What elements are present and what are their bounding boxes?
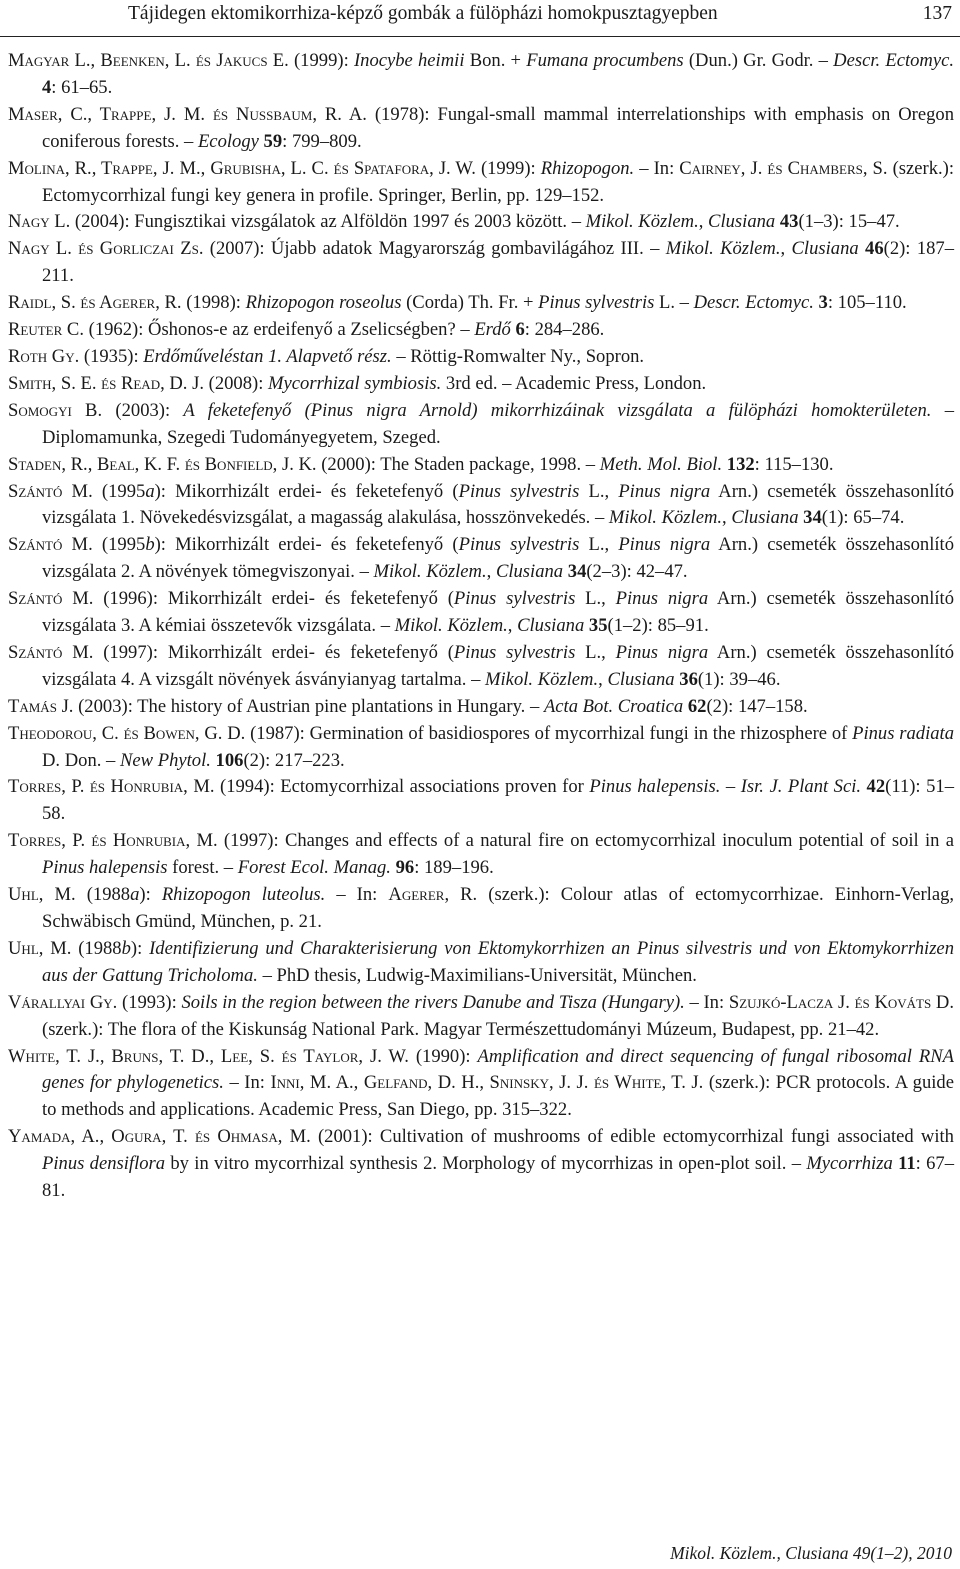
reference-text: (1): 39–46. bbox=[697, 668, 781, 690]
reference-text: Pinus sylvestris bbox=[458, 534, 580, 556]
reference-text: White, T. J., Bruns, T. D., Lee, S. és Taylor, J. W. bbox=[8, 1045, 409, 1067]
reference-text: (1988 bbox=[71, 937, 122, 959]
reference-text: Pinus nigra bbox=[615, 588, 709, 610]
reference-text: Clusiana bbox=[517, 615, 585, 637]
reference-text: Erdő bbox=[474, 319, 511, 341]
reference-text: : 61–65. bbox=[51, 76, 113, 98]
reference-text: Pinus sylvestris bbox=[453, 588, 576, 610]
reference-text: (1994): Ectomycorrhizal associations proven for bbox=[214, 776, 590, 798]
page-number: 137 bbox=[922, 3, 952, 24]
reference-entry bbox=[8, 990, 954, 1044]
reference-text: Pinus sylvestris bbox=[538, 292, 655, 314]
reference-text: Erdőműveléstan 1. Alapvető rész. bbox=[143, 345, 392, 367]
reference-text: 59 bbox=[263, 130, 283, 152]
reference-text: Mycorrhizal symbiosis. bbox=[268, 372, 442, 394]
reference-text: – In: bbox=[634, 157, 680, 179]
reference-text: 3rd ed. – Academic Press, London. bbox=[441, 372, 707, 394]
reference-entry bbox=[8, 290, 954, 317]
reference-entry bbox=[8, 48, 954, 102]
reference-text: Mikol. Közlem. bbox=[585, 211, 699, 233]
reference-text: (Corda) Th. Fr. + bbox=[401, 292, 539, 314]
reference-text: Soils in the region between the rivers Danube and Tisza (Hungary). bbox=[181, 991, 685, 1013]
reference-text: (1999): bbox=[475, 157, 541, 179]
reference-text: Pinus halepensis. bbox=[589, 776, 721, 798]
reference-text: (szerk.): Ectomycorrhizal fungi key genera in profile. Springer, Berlin, pp. 129–152. bbox=[42, 157, 954, 206]
reference-text: 46 bbox=[865, 238, 884, 260]
reference-text: Ecology bbox=[197, 130, 259, 152]
reference-text: Clusiana bbox=[731, 507, 799, 529]
reference-text: (1995 bbox=[92, 480, 146, 502]
reference-text: New Phytol. bbox=[120, 749, 211, 771]
reference-text: , bbox=[722, 507, 732, 529]
reference-entry bbox=[8, 156, 954, 210]
reference-text: ): Mikorrhizált erdei- és feketefenyő ( bbox=[154, 534, 459, 556]
reference-text: – In: bbox=[223, 1072, 271, 1094]
reference-text: Szántó M. bbox=[8, 534, 93, 556]
reference-text: Bon. + bbox=[464, 50, 527, 71]
reference-text: (1999): bbox=[288, 50, 354, 71]
reference-text: (1998): bbox=[181, 292, 246, 314]
reference-text: ): Mikorrhizált erdei- és feketefenyő ( bbox=[154, 480, 459, 502]
reference-entry bbox=[8, 344, 954, 371]
reference-entry bbox=[8, 317, 954, 344]
reference-text: (1935): bbox=[79, 345, 144, 367]
reference-text: (2): 147–158. bbox=[706, 695, 808, 717]
reference-text: Torres, P. és Honrubia, M. bbox=[8, 776, 215, 798]
reference-text: (1997): Changes and effects of a natural fire on ectomycorrhizal inoculum potential of soil in a bbox=[217, 830, 954, 852]
reference-text: – PhD thesis, Ludwig-Maximilians-Universität, München. bbox=[257, 964, 697, 986]
reference-text: (1997): Mikorrhizált erdei- és feketefenyő ( bbox=[93, 641, 454, 663]
reference-text: b bbox=[145, 534, 155, 556]
reference-text: (1995 bbox=[92, 534, 146, 556]
reference-text: Pinus nigra bbox=[618, 480, 711, 502]
reference-text: a bbox=[145, 480, 155, 502]
reference-text: Tamás J. bbox=[8, 695, 74, 717]
reference-text: 106 bbox=[215, 749, 244, 771]
reference-entry bbox=[8, 828, 954, 882]
reference-text: Somogyi B. bbox=[8, 399, 103, 421]
reference-text: L., bbox=[575, 588, 616, 610]
reference-text: (2003): The history of Austrian pine plantations in Hungary. – bbox=[73, 695, 544, 717]
reference-text: Mikol. Közlem. bbox=[665, 238, 781, 260]
reference-entry bbox=[8, 586, 954, 640]
reference-text: 62 bbox=[687, 695, 707, 717]
reference-text: Arn.) csemeték összehasonlító vizsgálata 1. Növekedésvizsgálat, a magasság alakulása, hosszönvekedés. – bbox=[42, 480, 955, 529]
reference-text: (1978): Fungal-small mammal interrelationships with emphasis on Oregon coniferous forests. – bbox=[42, 103, 954, 152]
reference-text: Clusiana bbox=[495, 561, 564, 583]
reference-entry bbox=[8, 1044, 954, 1125]
reference-text: Szántó M. bbox=[8, 588, 94, 610]
reference-entry bbox=[8, 398, 954, 452]
reference-text: – Diplomamunka, Szegedi Tudományegyetem, Szeged. bbox=[42, 399, 954, 448]
reference-text: (1996): Mikorrhizált erdei- és feketefenyő ( bbox=[93, 588, 454, 610]
reference-text: Mikol. Közlem. bbox=[485, 668, 599, 690]
reference-text: Staden, R., Beal, K. F. és Bonfield, J. K. bbox=[8, 453, 317, 475]
reference-text: : 284–286. bbox=[524, 319, 605, 341]
reference-entry bbox=[8, 371, 954, 398]
reference-text: L., bbox=[575, 641, 616, 663]
reference-text: (1993): bbox=[117, 991, 182, 1013]
reference-text: (2003): bbox=[102, 399, 184, 421]
reference-text: Szujkó-Lacza J. és Kováts D. bbox=[728, 991, 954, 1013]
reference-text: (szerk.): PCR protocols. A guide to methods and applications. Academic Press, San Diego, pp. 315–322. bbox=[42, 1072, 954, 1121]
reference-text: Pinus sylvestris bbox=[458, 480, 580, 502]
reference-text: Rhizopogon luteolus. bbox=[161, 884, 326, 906]
reference-entry bbox=[8, 532, 954, 586]
reference-text: 3 bbox=[818, 292, 828, 314]
reference-text: Smith, S. E. és Read, D. J. bbox=[8, 372, 204, 394]
reference-text: – Röttig-Romwalter Ny., Sopron. bbox=[391, 345, 645, 367]
reference-text: Arn.) csemeték összehasonlító vizsgálata 4. A vizsgált növények ásványianyag tartalma. – bbox=[42, 641, 954, 690]
reference-text: Mikol. Közlem. bbox=[608, 507, 723, 529]
reference-text: Descr. Ectomyc. bbox=[693, 292, 814, 314]
reference-text: (2–3): 42–47. bbox=[586, 561, 688, 583]
reference-text: Mycorrhiza bbox=[806, 1153, 893, 1175]
reference-text: Torres, P. és Honrubia, M. bbox=[8, 830, 218, 852]
reference-text: : 115–130. bbox=[754, 453, 834, 475]
reference-entry bbox=[8, 721, 954, 775]
reference-text: Clusiana bbox=[791, 238, 859, 260]
reference-text: Pinus nigra bbox=[618, 534, 711, 556]
reference-text: , bbox=[486, 561, 496, 583]
reference-text: (2008): bbox=[204, 372, 269, 394]
reference-entry bbox=[8, 882, 954, 936]
reference-text: (1990): bbox=[408, 1045, 478, 1067]
reference-text: (1–3): 15–47. bbox=[798, 211, 900, 233]
reference-text: Rhizopogon roseolus bbox=[245, 292, 402, 314]
reference-entry bbox=[8, 102, 954, 156]
reference-text: Amplification and direct sequencing of fungal ribosomal RNA genes for phylogenetics. bbox=[42, 1045, 954, 1094]
reference-text: Forest Ecol. Manag. bbox=[237, 857, 391, 879]
reference-text: 4 bbox=[42, 76, 52, 98]
reference-entry bbox=[8, 209, 954, 236]
journal-footer: Mikol. Közlem., Clusiana 49(1–2), 2010 bbox=[670, 1543, 952, 1563]
reference-entry bbox=[8, 936, 954, 990]
reference-text: Pinus halepensis bbox=[42, 857, 168, 879]
reference-text: (2): 217–223. bbox=[243, 749, 345, 771]
reference-text: Inocybe heimii bbox=[353, 50, 465, 71]
reference-text: a bbox=[130, 884, 140, 906]
reference-text: Roth Gy. bbox=[8, 345, 80, 367]
reference-text: Mikol. Közlem. bbox=[373, 561, 487, 583]
reference-text: (2000): The Staden package, 1998. – bbox=[316, 453, 600, 475]
reference-text: L., bbox=[579, 534, 619, 556]
reference-entry bbox=[8, 774, 954, 828]
reference-text: 34 bbox=[803, 507, 822, 529]
reference-text: b bbox=[121, 937, 131, 959]
reference-text: Maser, C., Trappe, J. M. és Nussbaum, R. A. bbox=[8, 103, 367, 125]
reference-text: (11): 51–58. bbox=[42, 776, 954, 825]
reference-text: Pinus sylvestris bbox=[453, 641, 576, 663]
reference-text: by in vitro mycorrhizal synthesis 2. Morphology of mycorrhizas in open-plot soil. – bbox=[165, 1153, 807, 1175]
reference-text: – bbox=[720, 776, 741, 798]
reference-text: Raidl, S. és Agerer, R. bbox=[8, 292, 182, 314]
reference-text: (szerk.): Colour atlas of ectomycorrhizae. Einhorn-Verlag, Schwäbisch Gmünd, München, p. 21. bbox=[42, 884, 955, 932]
reference-text: Clusiana bbox=[708, 211, 776, 233]
reference-text: : 189–196. bbox=[414, 857, 494, 879]
reference-text: Yamada, A., Ogura, T. és Ohmasa, M. bbox=[8, 1126, 311, 1148]
reference-text: , bbox=[780, 238, 792, 260]
reference-text: : 105–110. bbox=[827, 292, 907, 314]
reference-text: (2001): Cultivation of mushrooms of edible ectomycorrhizal fungi associated with bbox=[310, 1126, 954, 1148]
reference-text: , bbox=[507, 615, 518, 637]
reference-text: Cairney, J. és Chambers, S. bbox=[679, 157, 888, 179]
reference-text: (1): 65–74. bbox=[821, 507, 905, 529]
reference-text: Theodorou, C. és Bowen, G. D. bbox=[8, 722, 246, 744]
reference-text: Reuter C. bbox=[8, 319, 84, 341]
reference-text: 36 bbox=[679, 668, 698, 690]
reference-text: 11 bbox=[898, 1153, 916, 1175]
reference-entry bbox=[8, 452, 954, 479]
reference-text: , bbox=[698, 211, 709, 233]
reference-text: L., bbox=[579, 480, 619, 502]
reference-text: Descr. Ectomyc. bbox=[833, 50, 955, 71]
reference-text: 34 bbox=[567, 561, 587, 583]
reference-entry bbox=[8, 236, 954, 290]
reference-text: 6 bbox=[515, 319, 525, 341]
reference-text: (1962): Őshonos-e az erdeifenyő a Zselicségben? – bbox=[83, 319, 475, 341]
reference-text: Arn.) csemeték összehasonlító vizsgálata 3. A kémiai összetevők vizsgálata. – bbox=[42, 588, 954, 637]
reference-text: Agerer, R. bbox=[388, 884, 478, 906]
reference-text: A feketefenyő (Pinus nigra Arnold) mikorrhizáinak vizsgálata a fülöpházi homokterületen. bbox=[183, 399, 932, 421]
reference-text: : 799–809. bbox=[282, 130, 362, 152]
reference-text: : 67–81. bbox=[42, 1153, 954, 1202]
reference-entry bbox=[8, 694, 954, 721]
reference-text: (1988 bbox=[75, 884, 131, 906]
reference-text: Mikol. Közlem. bbox=[394, 615, 508, 637]
reference-text: Identifizierung und Charakterisierung von Ektomykorrhizen an Pinus silvestris und von Ektomykorrhizen aus der Gattung Tricholoma. bbox=[42, 937, 954, 986]
reference-text: Várallyai Gy. bbox=[8, 991, 118, 1013]
reference-text: Szántó M. bbox=[8, 641, 94, 663]
reference-text: Pinus nigra bbox=[615, 641, 709, 663]
reference-text: – In: bbox=[684, 991, 729, 1013]
reference-entry bbox=[8, 479, 954, 533]
reference-list bbox=[8, 48, 954, 1205]
reference-text: (Dun.) Gr. Godr. – bbox=[683, 50, 834, 71]
running-title: Tájidegen ektomikorrhiza-képző gombák a fülöpházi homokpusztagyepben bbox=[128, 3, 718, 24]
reference-text: Magyar L., Beenken, L. és Jakucs E. bbox=[8, 50, 289, 71]
reference-text: 132 bbox=[726, 453, 755, 475]
reference-text: 42 bbox=[866, 776, 886, 798]
reference-text: , bbox=[598, 668, 608, 690]
reference-text: Uhl, M. bbox=[8, 884, 76, 906]
reference-text: Rhizopogon. bbox=[540, 157, 635, 179]
reference-text: Szántó M. bbox=[8, 480, 93, 502]
reference-entry bbox=[8, 1124, 954, 1205]
reference-text: L. – bbox=[654, 292, 694, 314]
reference-text: (2004): Fungisztikai vizsgálatok az Alföldön 1997 és 2003 között. – bbox=[70, 211, 586, 233]
reference-text: Molina, R., Trappe, J. M., Grubisha, L. C. és Spatafora, J. W. bbox=[8, 157, 476, 179]
reference-text: Arn.) csemeték összehasonlító vizsgálata 2. A növények tömegviszonyai. – bbox=[42, 534, 955, 583]
reference-text: Inni, M. A., Gelfand, D. H., Sninsky, J. J. és White, T. J. bbox=[270, 1072, 704, 1094]
reference-text: – In: bbox=[325, 884, 389, 906]
reference-text: (2007): Újabb adatok Magyarország gombavilágához III. – bbox=[203, 238, 666, 260]
reference-entry bbox=[8, 640, 954, 694]
reference-text: Meth. Mol. Biol. bbox=[599, 453, 723, 475]
reference-text: Pinus radiata bbox=[852, 722, 955, 744]
reference-text: 43 bbox=[779, 211, 799, 233]
reference-text: Acta Bot. Croatica bbox=[543, 695, 684, 717]
running-header bbox=[0, 0, 960, 37]
reference-text: Fumana procumbens bbox=[526, 50, 684, 71]
reference-text: (2): 187–211. bbox=[42, 238, 955, 287]
reference-text: Isr. J. Plant Sci. bbox=[740, 776, 862, 798]
reference-text: Pinus densiflora bbox=[42, 1153, 166, 1175]
reference-text: Uhl, M. bbox=[8, 937, 72, 959]
reference-text: forest. – bbox=[167, 857, 238, 879]
reference-text: (1987): Germination of basidiospores of mycorrhizal fungi in the rhizosphere of bbox=[245, 722, 853, 744]
reference-text: ): bbox=[139, 884, 162, 906]
reference-text: ): bbox=[130, 937, 150, 959]
reference-text: 96 bbox=[395, 857, 415, 879]
reference-text: D. Don. – bbox=[42, 749, 120, 771]
reference-text: Clusiana bbox=[607, 668, 675, 690]
reference-text: (1–2): 85–91. bbox=[607, 615, 709, 637]
reference-text: 35 bbox=[588, 615, 608, 637]
reference-text: Nagy L. bbox=[8, 211, 71, 233]
reference-text: Nagy L. és Gorliczai Zs. bbox=[8, 238, 204, 260]
reference-text: (szerk.): The flora of the Kiskunság National Park. Magyar Természettudományi Múzeum, Budapest, pp. 21–42. bbox=[42, 1018, 880, 1040]
